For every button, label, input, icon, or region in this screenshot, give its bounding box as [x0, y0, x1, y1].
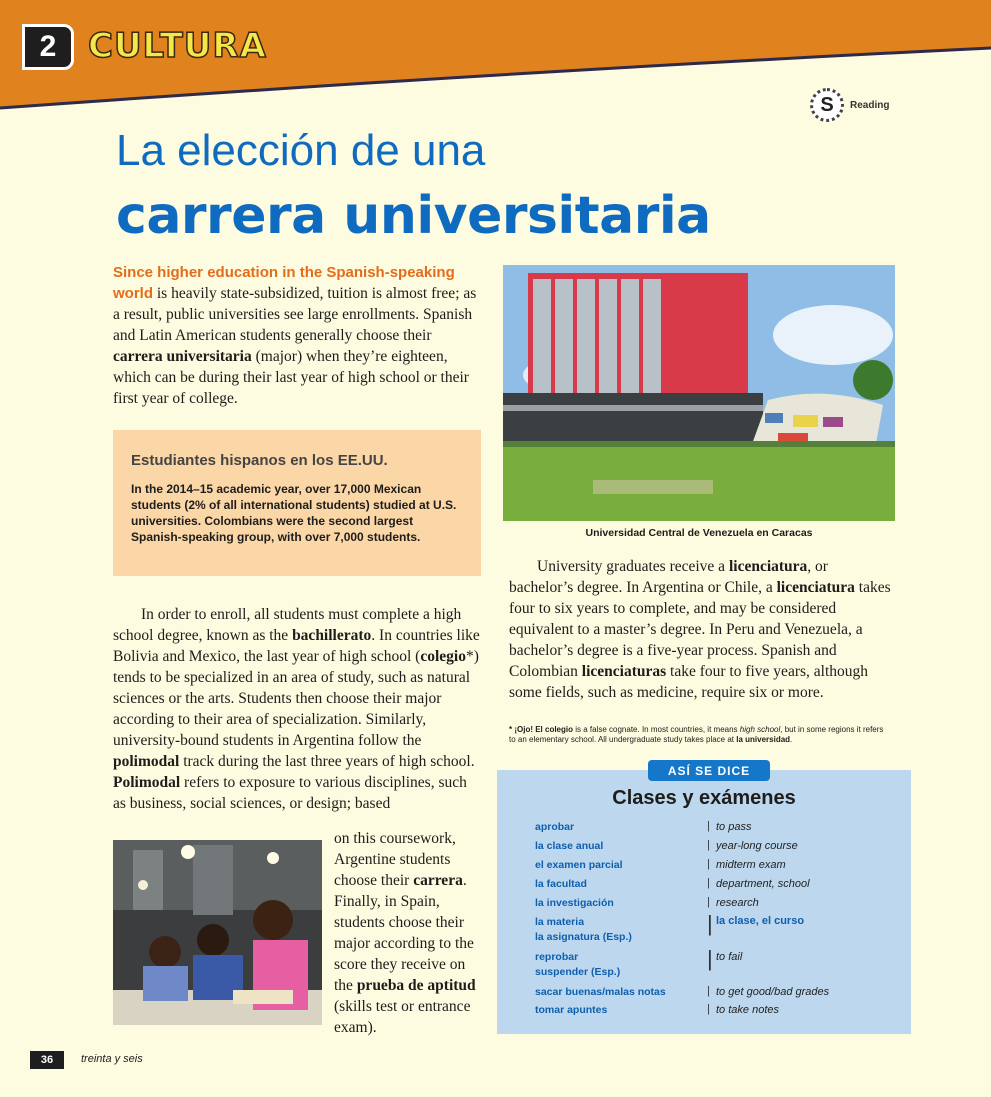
- intro-paragraph: [113, 262, 483, 409]
- vocab-term-alt: la asignatura (Esp.): [535, 931, 632, 943]
- enroll-text: . In countries like Bolivia and Mexico, the last year of high school (: [113, 627, 480, 665]
- reading-s-icon: S: [810, 88, 844, 122]
- page-number: 36: [30, 1051, 64, 1069]
- vocab-separator: |: [707, 946, 713, 971]
- enroll-text: refers to exposure to various disciplines, such as business, social sciences, or design; based: [113, 774, 467, 812]
- vocab-term: la materia: [535, 916, 585, 928]
- chapter-number: 2: [22, 24, 74, 70]
- vocab-separator: |: [707, 820, 710, 832]
- vocab-separator: |: [707, 985, 710, 997]
- vocab-separator: |: [707, 877, 710, 889]
- enroll-term-bachillerato: bachillerato: [292, 627, 372, 644]
- enroll-term-polimodal-2: Polimodal: [113, 774, 181, 791]
- vocab-separator: |: [707, 1003, 710, 1015]
- grads-text: take four to five years, although some fields, such as medicine, require six or more.: [509, 663, 869, 701]
- vocab-term: tomar apuntes: [535, 1004, 608, 1016]
- enroll-paragraph: [113, 604, 483, 814]
- enroll-text: . Finally, in Spain, students choose their major according to the score they receive on the: [334, 872, 474, 994]
- intro-text: is heavily state-subsidized, tuition is almost free; as a result, public universities see large enrollments. Spanish and Latin American students generally choose their: [113, 285, 477, 344]
- intro-text-2: (major) when they’re eighteen, which can be during their last year of high school or their first year of college.: [113, 348, 469, 407]
- vocab-definition: midterm exam: [716, 859, 786, 871]
- vocab-title: Clases y exámenes: [612, 787, 796, 809]
- vocab-separator: |: [707, 911, 713, 936]
- photo-caption: Universidad Central de Venezuela en Caracas: [585, 527, 813, 539]
- footnote-term: la universidad: [736, 735, 791, 744]
- vocab-term: sacar buenas/malas notas: [535, 986, 666, 998]
- info-box-heading: Estudiantes hispanos en los EE.UU.: [131, 452, 388, 469]
- footnote-text: is a false cognate. In most countries, it means: [573, 725, 740, 734]
- footnote-text: .: [790, 735, 793, 744]
- reading-badge: [810, 88, 889, 122]
- page-title-line1: La elección de una: [116, 126, 486, 175]
- students-photo: [113, 840, 322, 1025]
- vocab-definition: to fail: [716, 951, 743, 963]
- vocab-term-alt: suspender (Esp.): [535, 966, 621, 978]
- enroll-term-carrera: carrera: [413, 872, 463, 889]
- info-box: [113, 430, 481, 576]
- footnote: [509, 725, 889, 745]
- vocab-definition: la clase, el curso: [716, 915, 805, 927]
- university-photo: [503, 265, 895, 521]
- enroll-text: track during the last three years of high school.: [179, 753, 475, 770]
- vocab-term: la investigación: [535, 897, 614, 909]
- vocab-definition: research: [716, 897, 759, 909]
- enroll-term-polimodal: polimodal: [113, 753, 180, 770]
- page-number-words: treinta y seis: [81, 1053, 143, 1065]
- vocab-separator: |: [707, 896, 710, 908]
- grads-term: licenciaturas: [581, 663, 667, 680]
- intro-term: carrera universitaria: [113, 348, 252, 365]
- grads-text: takes four to six years to complete, and may be considered equivalent to a master’s degree. In Peru and Venezuela, a bachelor’s degree is a five-year process. Spanish and Colombian: [509, 579, 891, 680]
- enroll-term-colegio: colegio: [420, 648, 466, 665]
- info-box-body: In the 2014–15 academic year, over 17,000 Mexican students (2% of all international students) studied at U.S. universities. Colombians were the second largest Spanish-speaking group, with over 7,000 students.: [131, 482, 457, 544]
- vocab-definition: to take notes: [716, 1004, 779, 1016]
- vocab-definition: to get good/bad grades: [716, 986, 830, 998]
- vocab-definition: year-long course: [716, 840, 798, 852]
- reading-label: Reading: [850, 99, 890, 111]
- enroll-text: (skills test or entrance exam).: [334, 998, 471, 1036]
- footnote-italic: high school: [739, 725, 781, 734]
- enroll-paragraph-continued: [334, 828, 484, 1038]
- chapter-title: CULTURA: [88, 26, 267, 66]
- vocab-definition: to pass: [716, 821, 752, 833]
- asi-se-dice-tag: ASÍ SE DICE: [648, 760, 770, 781]
- vocab-term: la clase anual: [535, 840, 604, 852]
- vocab-term: la facultad: [535, 878, 587, 890]
- intro-lead: Since higher education in the Spanish-speaking world: [113, 264, 455, 302]
- enroll-term-prueba: prueba de aptitud: [356, 977, 476, 994]
- footnote-text: , but in some regions it refers to an elementary school. All undergraduate study takes place at: [509, 725, 884, 744]
- enroll-text: *) tends to be specialized in an area of study, such as natural sciences or the arts. Students then choose their major according to their area of specialization. Similarly, university-bound students in Argentina follow the: [113, 648, 479, 749]
- vocab-term: aprobar: [535, 821, 575, 833]
- page-title-line2: carrera universitaria: [116, 186, 711, 246]
- vocab-term: reprobar: [535, 951, 579, 963]
- grads-text: , or bachelor’s degree. In Argentina or Chile, a: [509, 558, 828, 596]
- vocab-separator: |: [707, 839, 710, 851]
- footnote-term: * ¡Ojo! El colegio: [509, 725, 574, 734]
- vocab-definition: department, school: [716, 878, 810, 890]
- grads-paragraph: [509, 556, 895, 703]
- enroll-text: on this coursework, Argentine students choose their: [334, 830, 456, 889]
- vocab-separator: |: [707, 858, 710, 870]
- grads-term: licenciatura: [728, 558, 808, 575]
- grads-text: University graduates receive a: [537, 558, 729, 575]
- vocab-term: el examen parcial: [535, 859, 623, 871]
- enroll-text: In order to enroll, all students must complete a high school degree, known as the: [113, 606, 462, 644]
- grads-term: licenciatura: [776, 579, 855, 596]
